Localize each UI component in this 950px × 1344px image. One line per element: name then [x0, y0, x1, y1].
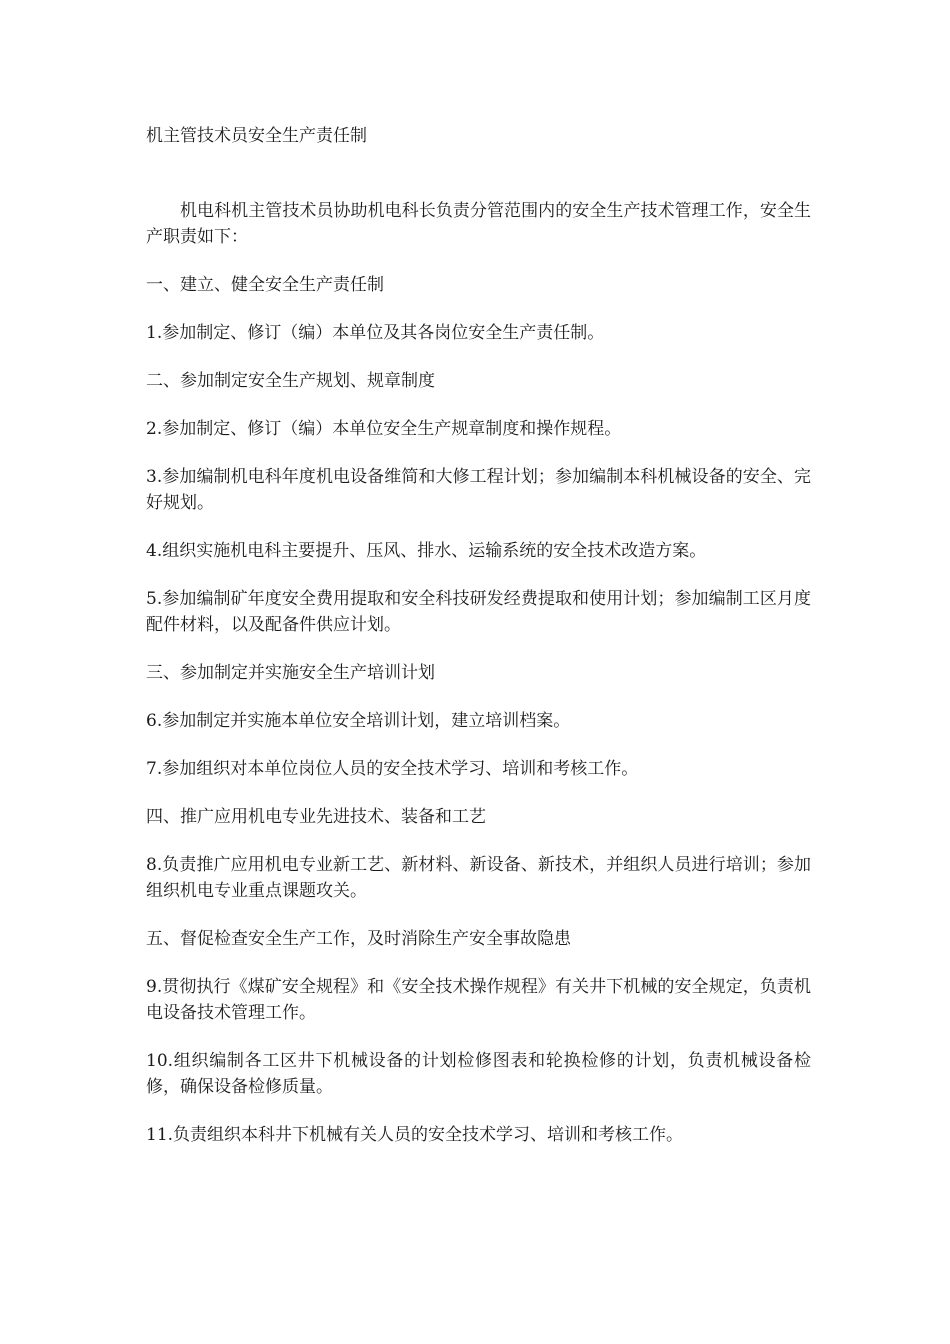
section-heading-1: 一、建立、健全安全生产责任制 — [146, 275, 384, 295]
clause-3: 3.参加编制机电科年度机电设备维简和大修工程计划；参加编制本科机械设备的安全、完好规划。 — [146, 467, 811, 513]
clause-6: 6.参加制定并实施本单位安全培训计划，建立培训档案。 — [146, 711, 571, 731]
intro-paragraph: 机电科机主管技术员协助机电科长负责分管范围内的安全生产技术管理工作，安全生产职责如下： — [146, 201, 811, 247]
clause-4: 4.组织实施机电科主要提升、压风、排水、运输系统的安全技术改造方案。 — [146, 541, 707, 561]
document-page — [146, 122, 811, 1170]
clause-2: 2.参加制定、修订（编）本单位安全生产规章制度和操作规程。 — [146, 419, 622, 439]
section-heading-3: 三、参加制定并实施安全生产培训计划 — [146, 663, 435, 683]
clause-9: 9.贯彻执行《煤矿安全规程》和《安全技术操作规程》有关井下机械的安全规定，负责机电设备技术管理工作。 — [146, 977, 811, 1023]
clause-7: 7.参加组织对本单位岗位人员的安全技术学习、培训和考核工作。 — [146, 759, 639, 779]
section-heading-4: 四、推广应用机电专业先进技术、装备和工艺 — [146, 807, 486, 827]
section-heading-2: 二、参加制定安全生产规划、规章制度 — [146, 371, 435, 391]
clause-8: 8.负责推广应用机电专业新工艺、新材料、新设备、新技术，并组织人员进行培训；参加组织机电专业重点课题攻关。 — [146, 855, 811, 901]
section-heading-5: 五、督促检查安全生产工作，及时消除生产安全事故隐患 — [146, 929, 571, 949]
document-title: 机主管技术员安全生产责任制 — [146, 126, 367, 146]
clause-10: 10.组织编制各工区井下机械设备的计划检修图表和轮换检修的计划，负责机械设备检修，确保设备检修质量。 — [146, 1051, 811, 1097]
clause-11: 11.负责组织本科井下机械有关人员的安全技术学习、培训和考核工作。 — [146, 1125, 684, 1145]
clause-1: 1.参加制定、修订（编）本单位及其各岗位安全生产责任制。 — [146, 323, 605, 343]
clause-5: 5.参加编制矿年度安全费用提取和安全科技研发经费提取和使用计划；参加编制工区月度配件材料，以及配备件供应计划。 — [146, 589, 811, 635]
